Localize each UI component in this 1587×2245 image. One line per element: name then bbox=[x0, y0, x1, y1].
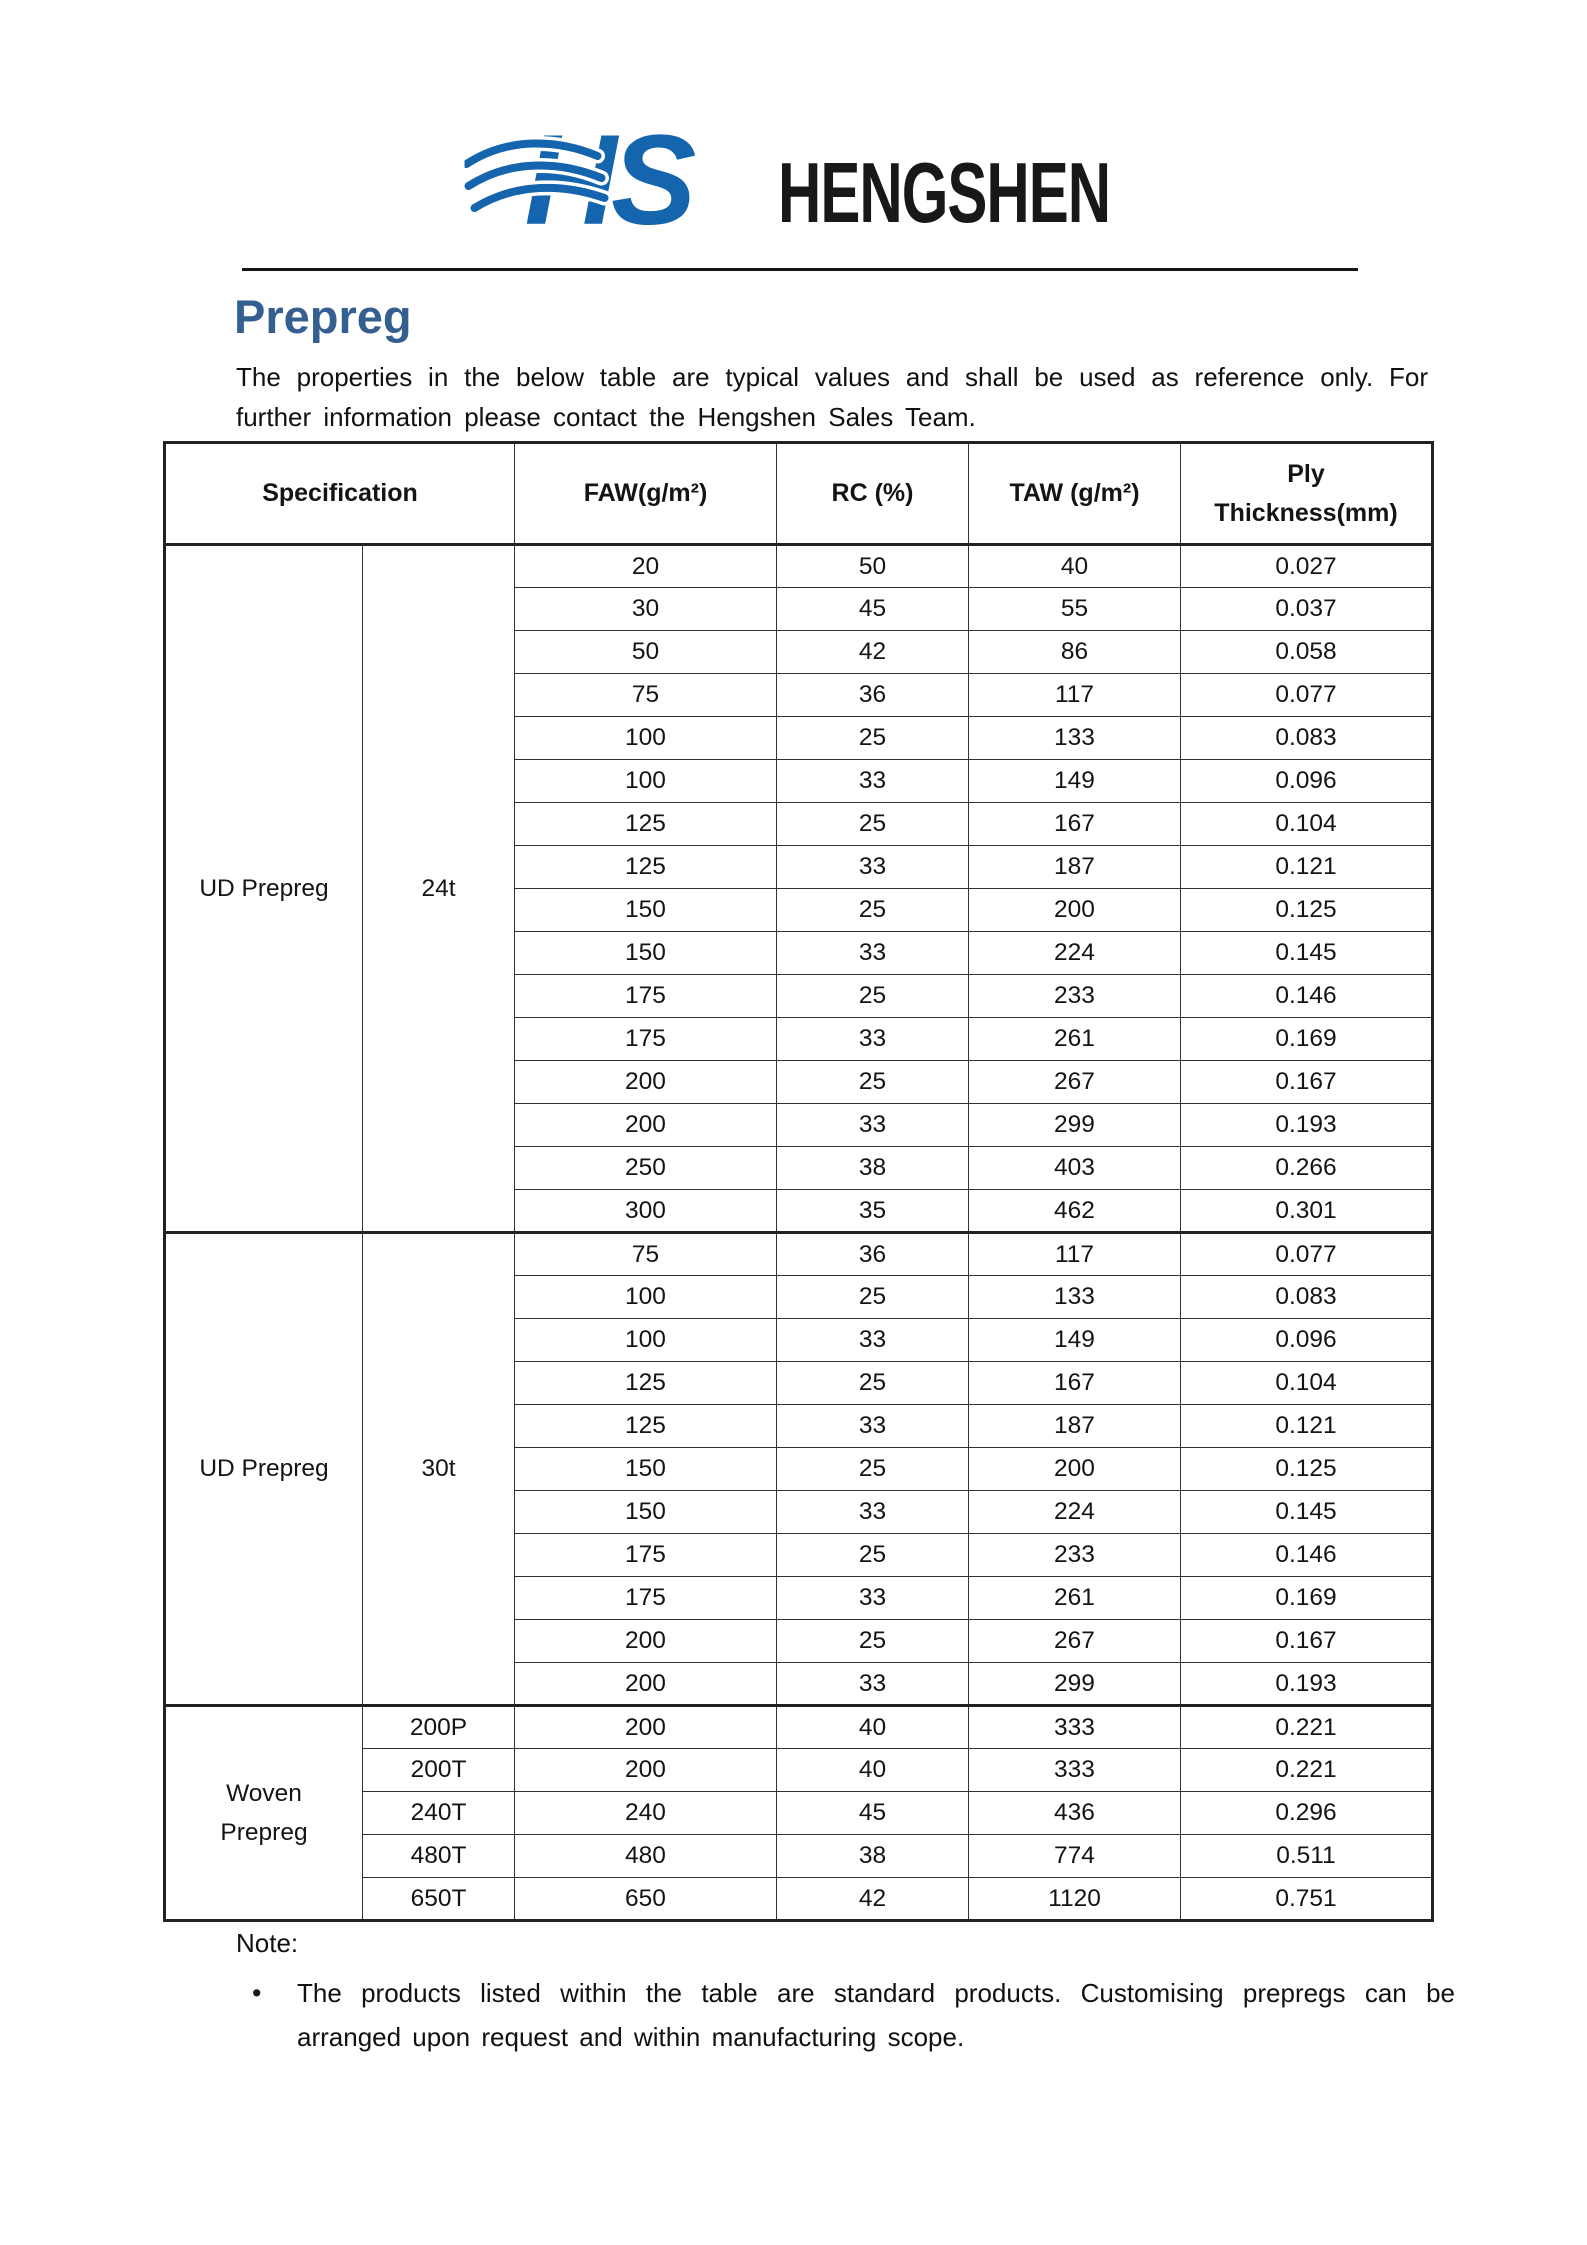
value-cell: 224 bbox=[969, 1491, 1181, 1534]
value-cell: 0.301 bbox=[1181, 1190, 1433, 1233]
value-cell: 200 bbox=[515, 1749, 777, 1792]
table-row bbox=[165, 1233, 1433, 1276]
value-cell: 36 bbox=[777, 1233, 969, 1276]
value-cell: 0.104 bbox=[1181, 803, 1433, 846]
value-cell: 33 bbox=[777, 1104, 969, 1147]
value-cell: 133 bbox=[969, 1276, 1181, 1319]
value-cell: 200 bbox=[969, 1448, 1181, 1491]
value-cell: 0.296 bbox=[1181, 1792, 1433, 1835]
value-cell: 200 bbox=[515, 1663, 777, 1706]
value-cell: 50 bbox=[777, 545, 969, 588]
value-cell: 25 bbox=[777, 975, 969, 1018]
value-cell: 333 bbox=[969, 1749, 1181, 1792]
spec-group-cell: UD Prepreg bbox=[165, 1233, 363, 1706]
value-cell: 35 bbox=[777, 1190, 969, 1233]
value-cell: 200 bbox=[515, 1104, 777, 1147]
value-cell: 0.751 bbox=[1181, 1878, 1433, 1921]
value-cell: 233 bbox=[969, 1534, 1181, 1577]
spec-sub-cell: 480T bbox=[363, 1835, 515, 1878]
value-cell: 42 bbox=[777, 631, 969, 674]
value-cell: 100 bbox=[515, 760, 777, 803]
value-cell: 0.169 bbox=[1181, 1018, 1433, 1061]
value-cell: 25 bbox=[777, 1448, 969, 1491]
value-cell: 167 bbox=[969, 803, 1181, 846]
value-cell: 0.121 bbox=[1181, 1405, 1433, 1448]
intro-paragraph: The properties in the below table are typical values and shall be used as reference only. For further information please contact the Hengshen Sales Team. bbox=[236, 362, 1428, 432]
value-cell: 100 bbox=[515, 717, 777, 760]
value-cell: 75 bbox=[515, 1233, 777, 1276]
value-cell: 261 bbox=[969, 1018, 1181, 1061]
value-cell: 200 bbox=[969, 889, 1181, 932]
value-cell: 38 bbox=[777, 1147, 969, 1190]
value-cell: 240 bbox=[515, 1792, 777, 1835]
value-cell: 774 bbox=[969, 1835, 1181, 1878]
value-cell: 45 bbox=[777, 588, 969, 631]
spec-sub-cell: 650T bbox=[363, 1878, 515, 1921]
value-cell: 0.193 bbox=[1181, 1104, 1433, 1147]
value-cell: 0.145 bbox=[1181, 1491, 1433, 1534]
value-cell: 0.027 bbox=[1181, 545, 1433, 588]
value-cell: 0.125 bbox=[1181, 889, 1433, 932]
value-cell: 33 bbox=[777, 1405, 969, 1448]
value-cell: 50 bbox=[515, 631, 777, 674]
value-cell: 33 bbox=[777, 760, 969, 803]
value-cell: 25 bbox=[777, 889, 969, 932]
value-cell: 149 bbox=[969, 760, 1181, 803]
table-header-row bbox=[165, 443, 1433, 545]
value-cell: 33 bbox=[777, 1018, 969, 1061]
value-cell: 0.167 bbox=[1181, 1061, 1433, 1104]
value-cell: 150 bbox=[515, 889, 777, 932]
value-cell: 117 bbox=[969, 674, 1181, 717]
note-bullet-text: The products listed within the table are standard products. Customising prepregs can be arranged upon request and within manufacturing scope. bbox=[297, 1978, 1455, 2052]
spec-sub-cell: 24t bbox=[363, 545, 515, 1233]
value-cell: 299 bbox=[969, 1663, 1181, 1706]
spec-table-body bbox=[165, 545, 1433, 1921]
value-cell: 40 bbox=[777, 1706, 969, 1749]
value-cell: 40 bbox=[777, 1749, 969, 1792]
value-cell: 267 bbox=[969, 1061, 1181, 1104]
value-cell: 33 bbox=[777, 1319, 969, 1362]
value-cell: 480 bbox=[515, 1835, 777, 1878]
value-cell: 0.193 bbox=[1181, 1663, 1433, 1706]
value-cell: 33 bbox=[777, 846, 969, 889]
value-cell: 0.083 bbox=[1181, 717, 1433, 760]
logo-wordmark: HENGSHEN bbox=[778, 145, 1111, 241]
value-cell: 233 bbox=[969, 975, 1181, 1018]
value-cell: 25 bbox=[777, 1362, 969, 1405]
value-cell: 25 bbox=[777, 1534, 969, 1577]
value-cell: 200 bbox=[515, 1061, 777, 1104]
value-cell: 0.266 bbox=[1181, 1147, 1433, 1190]
header-divider-rule bbox=[242, 268, 1358, 271]
value-cell: 0.121 bbox=[1181, 846, 1433, 889]
value-cell: 0.037 bbox=[1181, 588, 1433, 631]
value-cell: 187 bbox=[969, 846, 1181, 889]
value-cell: 25 bbox=[777, 1061, 969, 1104]
value-cell: 462 bbox=[969, 1190, 1181, 1233]
value-cell: 150 bbox=[515, 932, 777, 975]
bullet-dot-icon: • bbox=[252, 1978, 262, 2008]
value-cell: 299 bbox=[969, 1104, 1181, 1147]
value-cell: 33 bbox=[777, 932, 969, 975]
value-cell: 175 bbox=[515, 975, 777, 1018]
page-title: Prepreg bbox=[234, 290, 412, 343]
value-cell: 75 bbox=[515, 674, 777, 717]
table-header bbox=[165, 443, 1433, 545]
value-cell: 33 bbox=[777, 1663, 969, 1706]
value-cell: 0.125 bbox=[1181, 1448, 1433, 1491]
value-cell: 0.167 bbox=[1181, 1620, 1433, 1663]
value-cell: 40 bbox=[969, 545, 1181, 588]
value-cell: 175 bbox=[515, 1577, 777, 1620]
value-cell: 0.077 bbox=[1181, 1233, 1433, 1276]
value-cell: 267 bbox=[969, 1620, 1181, 1663]
value-cell: 0.146 bbox=[1181, 975, 1433, 1018]
value-cell: 0.511 bbox=[1181, 1835, 1433, 1878]
spec-sub-cell: 30t bbox=[363, 1233, 515, 1706]
table-row bbox=[165, 1706, 1433, 1749]
spec-sub-cell: 200T bbox=[363, 1749, 515, 1792]
value-cell: 125 bbox=[515, 1405, 777, 1448]
value-cell: 100 bbox=[515, 1276, 777, 1319]
spec-sub-cell: 240T bbox=[363, 1792, 515, 1835]
note-label: Note: bbox=[236, 1928, 299, 1958]
value-cell: 20 bbox=[515, 545, 777, 588]
value-cell: 150 bbox=[515, 1491, 777, 1534]
value-cell: 436 bbox=[969, 1792, 1181, 1835]
value-cell: 125 bbox=[515, 1362, 777, 1405]
column-header-faw: FAW(g/m²) bbox=[515, 443, 777, 545]
value-cell: 25 bbox=[777, 717, 969, 760]
value-cell: 0.145 bbox=[1181, 932, 1433, 975]
value-cell: 167 bbox=[969, 1362, 1181, 1405]
spec-group-cell: UD Prepreg bbox=[165, 545, 363, 1233]
value-cell: 187 bbox=[969, 1405, 1181, 1448]
value-cell: 38 bbox=[777, 1835, 969, 1878]
company-logo bbox=[464, 126, 1111, 241]
column-header-rc: RC (%) bbox=[777, 443, 969, 545]
value-cell: 36 bbox=[777, 674, 969, 717]
value-cell: 650 bbox=[515, 1878, 777, 1921]
prepreg-spec-table bbox=[163, 441, 1434, 1922]
value-cell: 0.221 bbox=[1181, 1749, 1433, 1792]
value-cell: 100 bbox=[515, 1319, 777, 1362]
value-cell: 261 bbox=[969, 1577, 1181, 1620]
value-cell: 117 bbox=[969, 1233, 1181, 1276]
value-cell: 0.169 bbox=[1181, 1577, 1433, 1620]
value-cell: 200 bbox=[515, 1620, 777, 1663]
value-cell: 125 bbox=[515, 846, 777, 889]
value-cell: 300 bbox=[515, 1190, 777, 1233]
value-cell: 200 bbox=[515, 1706, 777, 1749]
value-cell: 175 bbox=[515, 1018, 777, 1061]
value-cell: 30 bbox=[515, 588, 777, 631]
hs-logo-icon bbox=[464, 128, 764, 228]
value-cell: 25 bbox=[777, 1276, 969, 1319]
value-cell: 250 bbox=[515, 1147, 777, 1190]
value-cell: 42 bbox=[777, 1878, 969, 1921]
value-cell: 0.077 bbox=[1181, 674, 1433, 717]
value-cell: 0.096 bbox=[1181, 760, 1433, 803]
value-cell: 149 bbox=[969, 1319, 1181, 1362]
svg-text:HS: HS bbox=[524, 128, 690, 228]
column-header-specification: Specification bbox=[165, 443, 515, 545]
value-cell: 0.058 bbox=[1181, 631, 1433, 674]
value-cell: 1120 bbox=[969, 1878, 1181, 1921]
value-cell: 33 bbox=[777, 1577, 969, 1620]
value-cell: 0.146 bbox=[1181, 1534, 1433, 1577]
column-header-taw: TAW (g/m²) bbox=[969, 443, 1181, 545]
column-header-ply-thickness: Ply Thickness(mm) bbox=[1181, 443, 1433, 545]
value-cell: 133 bbox=[969, 717, 1181, 760]
value-cell: 0.096 bbox=[1181, 1319, 1433, 1362]
value-cell: 55 bbox=[969, 588, 1181, 631]
spec-group-cell: Woven Prepreg bbox=[165, 1706, 363, 1921]
value-cell: 45 bbox=[777, 1792, 969, 1835]
value-cell: 125 bbox=[515, 803, 777, 846]
spec-sub-cell: 200P bbox=[363, 1706, 515, 1749]
value-cell: 175 bbox=[515, 1534, 777, 1577]
value-cell: 33 bbox=[777, 1491, 969, 1534]
value-cell: 224 bbox=[969, 932, 1181, 975]
value-cell: 25 bbox=[777, 1620, 969, 1663]
value-cell: 0.104 bbox=[1181, 1362, 1433, 1405]
value-cell: 25 bbox=[777, 803, 969, 846]
value-cell: 333 bbox=[969, 1706, 1181, 1749]
value-cell: 86 bbox=[969, 631, 1181, 674]
table-row bbox=[165, 545, 1433, 588]
value-cell: 0.083 bbox=[1181, 1276, 1433, 1319]
value-cell: 150 bbox=[515, 1448, 777, 1491]
value-cell: 403 bbox=[969, 1147, 1181, 1190]
note-bullet-item bbox=[252, 1971, 1455, 2059]
value-cell: 0.221 bbox=[1181, 1706, 1433, 1749]
